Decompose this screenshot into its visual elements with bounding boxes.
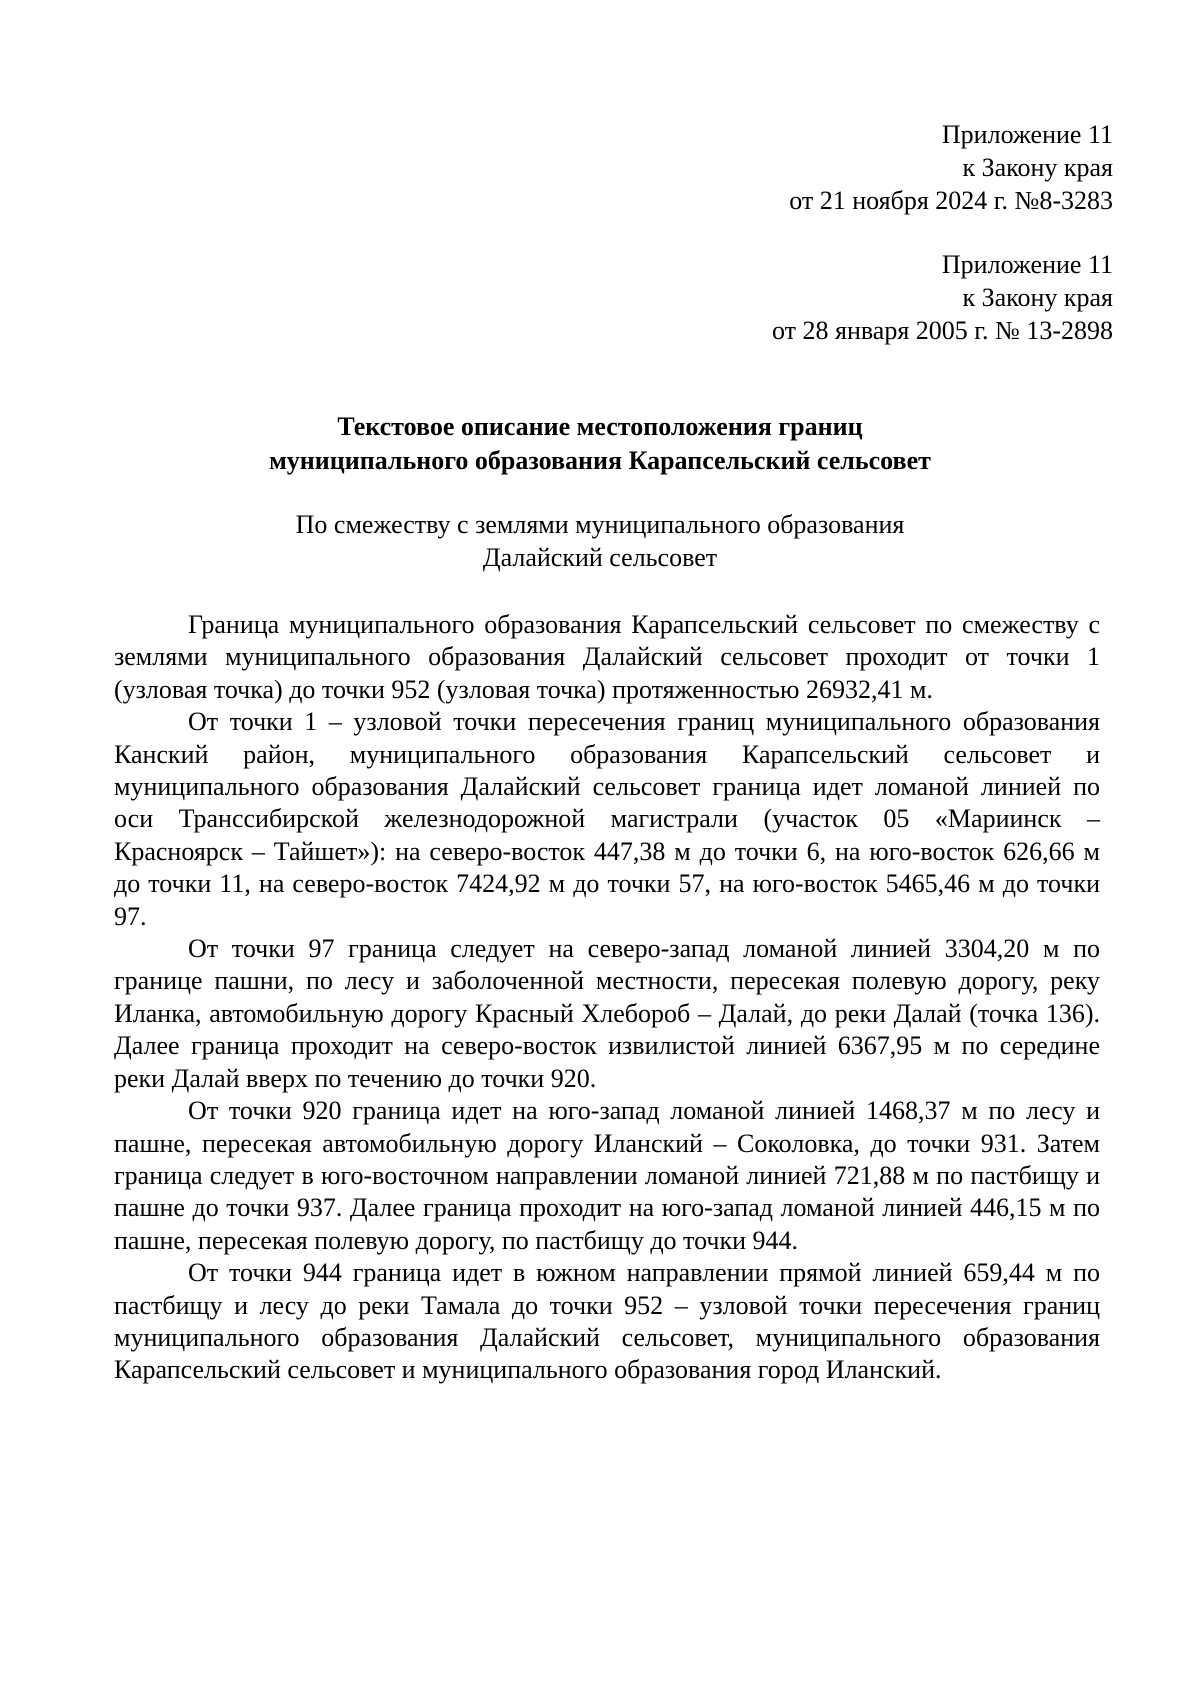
annex-law-date: от 28 января 2005 г. № 13-2898 bbox=[771, 316, 1113, 345]
annex-law-ref: к Закону края bbox=[962, 153, 1113, 182]
body-paragraph: От точки 920 граница идет на юго-запад ломаной линией 1468,37 м по лесу и пашне, пересекая автомобильную дорогу Иланский – Соколовка, до точки 931. Затем граница следует в юго-восточном направлении ломаной линией 721,88 м по пастбищу и пашне до точки 937. Далее граница проходит на юго-запад ломаной линией 446,15 м по пашне, пересекая полевую дорогу, по пастбищу до точки 944. bbox=[114, 1096, 1100, 1255]
title-line: Текстовое описание местоположения границ bbox=[337, 412, 863, 441]
section-heading bbox=[0, 508, 1200, 574]
document-body bbox=[114, 609, 1100, 1387]
annex-header-original bbox=[772, 248, 1113, 347]
annex-number: Приложение 11 bbox=[941, 250, 1113, 279]
body-paragraph: От точки 944 граница идет в южном направлении прямой линией 659,44 м по пастбищу и лесу до реки Тамала до точки 952 – узловой точки пересечения границ муниципального образования Далайский сельсовет, муниципального образования Карапсельский сельсовет и муниципального образования город Иланский. bbox=[114, 1258, 1100, 1385]
annex-number: Приложение 11 bbox=[941, 120, 1113, 149]
title-line: муниципального образования Карапсельский сельсовет bbox=[269, 446, 931, 475]
annex-law-date: от 21 ноября 2024 г. №8-3283 bbox=[789, 186, 1113, 215]
body-paragraph: От точки 97 граница следует на северо-запад ломаной линией 3304,20 м по границе пашни, по лесу и заболоченной местности, пересекая полевую дорогу, реку Иланка, автомобильную дорогу Красный Хлебороб – Далай, до реки Далай (точка 136). Далее граница проходит на северо-восток извилистой линией 6367,95 м по середине реки Далай вверх по течению до точки 920. bbox=[114, 934, 1100, 1093]
annex-header-current bbox=[789, 118, 1113, 217]
body-paragraph: От точки 1 – узловой точки пересечения границ муниципального образования Канский район, муниципального образования Карапсельский сельсовет и муниципального образования Далайский сельсовет граница идет ломаной линией по оси Транссибирской железнодорожной магистрали (участок 05 «Мариинск – Красноярск – Тайшет»): на северо-восток 447,38 м до точки 6, на юго-восток 626,66 м до точки 11, на северо-восток 7424,92 м до точки 57, на юго-восток 5465,46 м до точки 97. bbox=[114, 707, 1100, 931]
section-heading-line: Далайский сельсовет bbox=[482, 543, 718, 572]
section-heading-line: По смежеству с землями муниципального образования bbox=[295, 510, 905, 539]
document-title bbox=[0, 410, 1200, 478]
annex-law-ref: к Закону края bbox=[962, 283, 1113, 312]
body-paragraph: Граница муниципального образования Карапсельский сельсовет по смежеству с землями муниципального образования Далайский сельсовет проходит от точки 1 (узловая точка) до точки 952 (узловая точка) протяженностью 26932,41 м. bbox=[114, 610, 1100, 704]
